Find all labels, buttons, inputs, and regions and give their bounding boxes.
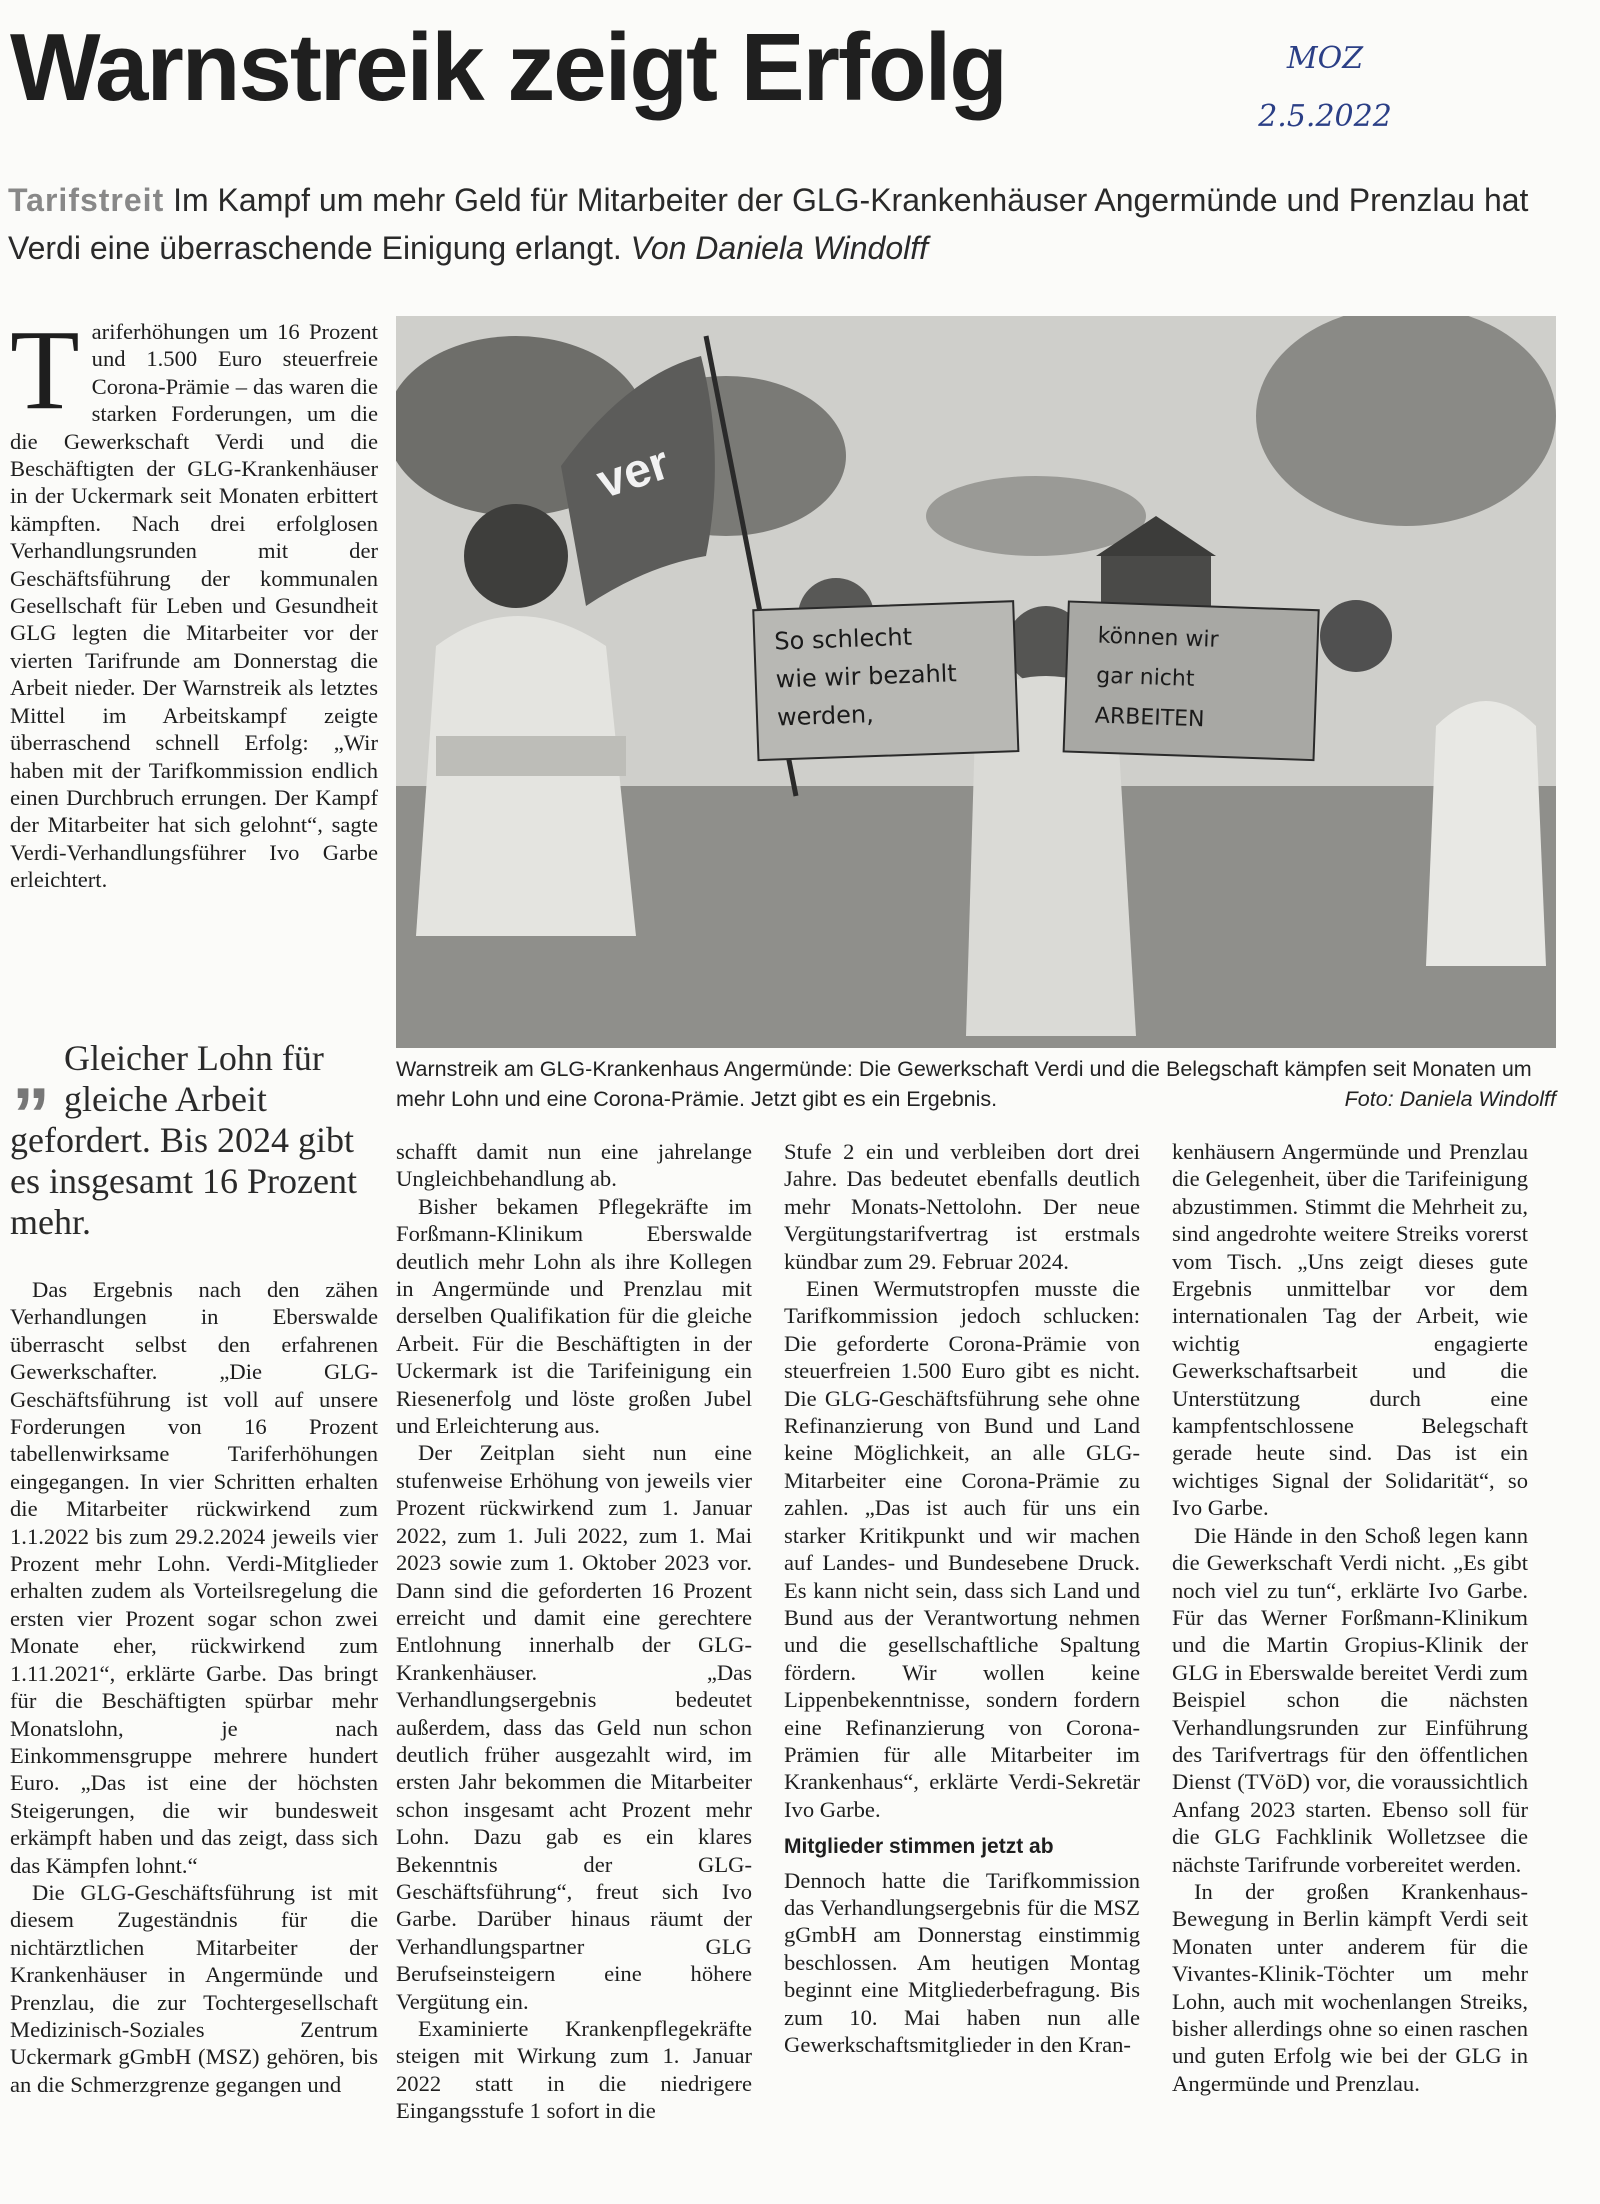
teaser-text: Im Kampf um mehr Geld für Mitarbeiter der GLG-Krankenhäuser Angermünde und Prenzlau hat Verdi eine überraschende Einigung erlangt. xyxy=(8,182,1529,266)
article-column-2 xyxy=(396,1138,752,2125)
lead-paragraph xyxy=(10,306,378,894)
pull-quote-text: Gleicher Lohn für gleiche Arbeit gefordert. Bis 2024 gibt es insgesamt 16 Prozent mehr. xyxy=(10,1038,357,1242)
sign-2-text: können wir gar nicht ARBEITEN xyxy=(1094,623,1219,733)
paragraph: Einen Wermutstropfen musste die Tarifkommission jedoch schlucken: Die geforderte Corona-Prämie von steuerfreien 1.500 Euro gibt es nicht. Die GLG-Geschäftsführung sehe ohne Refinanzierung von Bund und Land keine Möglichkeit, an alle GLG-Mitarbeiter eine Corona-Prämie zu zahlen. „Das ist auch für uns ein starker Kritikpunkt und wir machen auf Landes- und Bundesebene Druck. Es kann nicht sein, dass sich Land und Bund aus der Verantwortung nehmen und die gesellschaftliche Spaltung fördern. Wir wollen keine Lippenbekenntnisse, sondern fordern eine Refinanzierung von Corona-Prämien für alle Mitarbeiter im Krankenhaus“, erklärte Verdi-Sekretär Ivo Garbe. xyxy=(784,1276,1140,1822)
article-photo xyxy=(396,316,1556,1048)
handwritten-date: 2.5.2022 xyxy=(1258,99,1392,134)
flag-text: ver xyxy=(590,436,676,509)
photo-credit: Foto: Daniela Windolff xyxy=(1344,1087,1556,1111)
handwritten-note xyxy=(1205,30,1445,146)
drop-cap: T xyxy=(10,306,80,433)
paragraph: Examinierte Krankenpflegekräfte steigen mit Wirkung zum 1. Januar 2022 statt in die niedrigere Eingangsstufe 1 sofort in die xyxy=(396,2016,752,2124)
teaser xyxy=(8,176,1588,272)
headline: Warnstreik zeigt Erfolg xyxy=(10,14,1006,121)
article-column-1-bottom xyxy=(10,1276,378,2098)
pull-quote xyxy=(10,1030,378,1243)
handwritten-source: MOZ xyxy=(1286,41,1364,76)
sign-1-text: So schlecht wie wir bezahlt werden, xyxy=(773,622,958,732)
caption-text: Warnstreik am GLG-Krankenhaus Angermünde: Die Gewerkschaft Verdi und die Belegschaft kämpfen seit Monaten um mehr Lohn und eine Corona-Prämie. Jetzt gibt es ein Ergebnis. xyxy=(396,1057,1532,1111)
photo-caption xyxy=(396,1054,1556,1114)
teaser-kicker: Tarifstreit xyxy=(8,182,165,218)
teaser-byline: Von Daniela Windolff xyxy=(630,230,929,266)
quote-mark-icon: „ xyxy=(12,1030,50,1115)
paragraph: Das Ergebnis nach den zähen Verhandlungen in Eberswalde überrascht selbst den erfahrenen Gewerkschafter. „Die GLG-Geschäftsführung ist voll auf unsere Forderungen von 16 Prozent tabellenwirksame Tariferhöhungen eingegangen. In vier Schritten erhalten die Mitarbeiter rückwirkend zum 1.1.2022 bis zum 29.2.2024 jeweils vier Prozent mehr Lohn. Verdi-Mitglieder erhalten zudem als Vorteilsregelung die ersten vier Prozent sogar schon zwei Monate eher, rückwirkend zum 1.11.2021“, erklärte Garbe. Das bringt für die Beschäftigten spürbar mehr Monatslohn, je nach Einkommensgruppe mehrere hundert Euro. „Das ist eine der höchsten Steigerungen, die wir bundesweit erkämpft haben und das zeigt, dass sich das Kämpfen lohnt.“ xyxy=(10,1277,378,1878)
article-column-1-top xyxy=(10,306,378,894)
photo-illustration xyxy=(396,316,1556,1048)
article-column-3 xyxy=(784,1138,1140,2058)
paragraph: Dennoch hatte die Tarifkommission das Verhandlungsergebnis für die MSZ gGmbH am Donnerstag einstimmig beschlossen. Am heutigen Montag beginnt eine Mitgliederbefragung. Bis zum 10. Mai haben nun alle Gewerkschaftsmitglieder in den Kran- xyxy=(784,1867,1140,2057)
paragraph: Der Zeitplan sieht nun eine stufenweise Erhöhung von jeweils vier Prozent rückwirkend zum 1. Januar 2022, zum 1. Juli 2022, zum 1. Mai 2023 sowie zum 1. Oktober 2023 vor. Dann sind die geforderten 16 Prozent erreicht und damit eine gerechtere Entlohnung innerhalb der GLG-Krankenhäuser. „Das Verhandlungsergebnis bedeutet außerdem, dass das Geld nun schon deutlich früher ausgezahlt wird, im ersten Jahr bekommen die Mitarbeiter schon insgesamt acht Prozent mehr Lohn. Dazu gab es ein klares Bekenntnis der GLG-Geschäftsführung“, freut sich Ivo Garbe. Darüber hinaus räumt der Verhandlungspartner GLG Berufseinsteigern eine höhere Vergütung ein. xyxy=(396,1440,752,2014)
paragraph: kenhäusern Angermünde und Prenzlau die Gelegenheit, über die Tarifeinigung abzustimmen. Stimmt die Mehrheit zu, sind angedrohte weitere Streiks vorerst vom Tisch. „Uns zeigt dieses gute Ergebnis unmittelbar vor dem internationalen Tag der Arbeit, wie wichtig engagierte Gewerkschaftsarbeit und die Unterstützung durch eine kampfentschlossene Belegschaft gerade heute sind. Das ist ein wichtiges Signal der Solidarität“, so Ivo Garbe. xyxy=(1172,1139,1528,1521)
paragraph: In der großen Krankenhaus-Bewegung in Berlin kämpft Verdi seit Monaten unter anderem für die Vivantes-Klinik-Töchter um mehr Lohn, auch mit wochenlangen Streiks, bisher allerdings ohne so einen raschen und guten Erfolg wie bei der GLG in Angermünde und Prenzlau. xyxy=(1172,1878,1528,2096)
paragraph: Stufe 2 ein und verbleiben dort drei Jahre. Das bedeutet ebenfalls deutlich mehr Monats-Nettolohn. Der neue Vergütungstarifvertrag ist erstmals kündbar zum 29. Februar 2024. xyxy=(784,1139,1140,1274)
paragraph: Bisher bekamen Pflegekräfte im Forßmann-Klinikum Eberswalde deutlich mehr Lohn als ihre Kollegen in Angermünde und Prenzlau mit derselben Qualifikation für die gleiche Arbeit. Für die Beschäftigten in der Uckermark ist die Tarifeinigung ein Riesenerfolg und löste großen Jubel und Erleichterung aus. xyxy=(396,1193,752,1439)
article-column-4 xyxy=(1172,1138,1528,2097)
paragraph: Die GLG-Geschäftsführung ist mit diesem Zugeständnis für die nichtärztlichen Mitarbeiter der Krankenhäuser in Angermünde und Prenzlau, die zur Tochtergesellschaft Medizinisch-Soziales Zentrum Uckermark gGmbH (MSZ) gehören, bis an die Schmerzgrenze gegangen und xyxy=(10,1879,378,2097)
paragraph: schafft damit nun eine jahrelange Ungleichbehandlung ab. xyxy=(396,1139,752,1192)
subheading: Mitglieder stimmen jetzt ab xyxy=(784,1835,1054,1859)
lead-text: ariferhöhungen um 16 Prozent und 1.500 Euro steuerfreie Corona-Prämie – das waren die starken Forderungen, um die die Gewerkschaft Verdi und die Beschäftigten der GLG-Krankenhäuser in der Uckermark seit Monaten erbittert kämpften. Nach drei erfolglosen Verhandlungsrunden mit der Geschäftsführung der kommunalen Gesellschaft für Leben und Gesundheit GLG legten die Mitarbeiter vor der vierten Tarifrunde am Donnerstag die Arbeit nieder. Der Warnstreik als letztes Mittel im Arbeitskampf zeigte überraschend schnell Erfolg: „Wir haben mit der Tarifkommission endlich einen Durchbruch errungen. Der Kampf der Mitarbeiter hat sich gelohnt“, sagte Verdi-Verhandlungsführer Ivo Garbe erleichtert. xyxy=(10,319,378,893)
paragraph: Die Hände in den Schoß legen kann die Gewerkschaft Verdi nicht. „Es gibt noch viel zu tun“, erklärte Ivo Garbe. Für das Werner Forßmann-Klinikum und die Martin Gropius-Klinik der GLG in Eberswalde bereitet Verdi zum Beispiel schon die nächsten Verhandlungsrunden zur Einführung des Tarifvertrags für den öffentlichen Dienst (TVöD) vor, die voraussichtlich Anfang 2023 starten. Ebenso soll für die GLG Fachklinik Wolletzsee die nächste Tarifrunde vorbereitet werden. xyxy=(1172,1522,1528,1877)
